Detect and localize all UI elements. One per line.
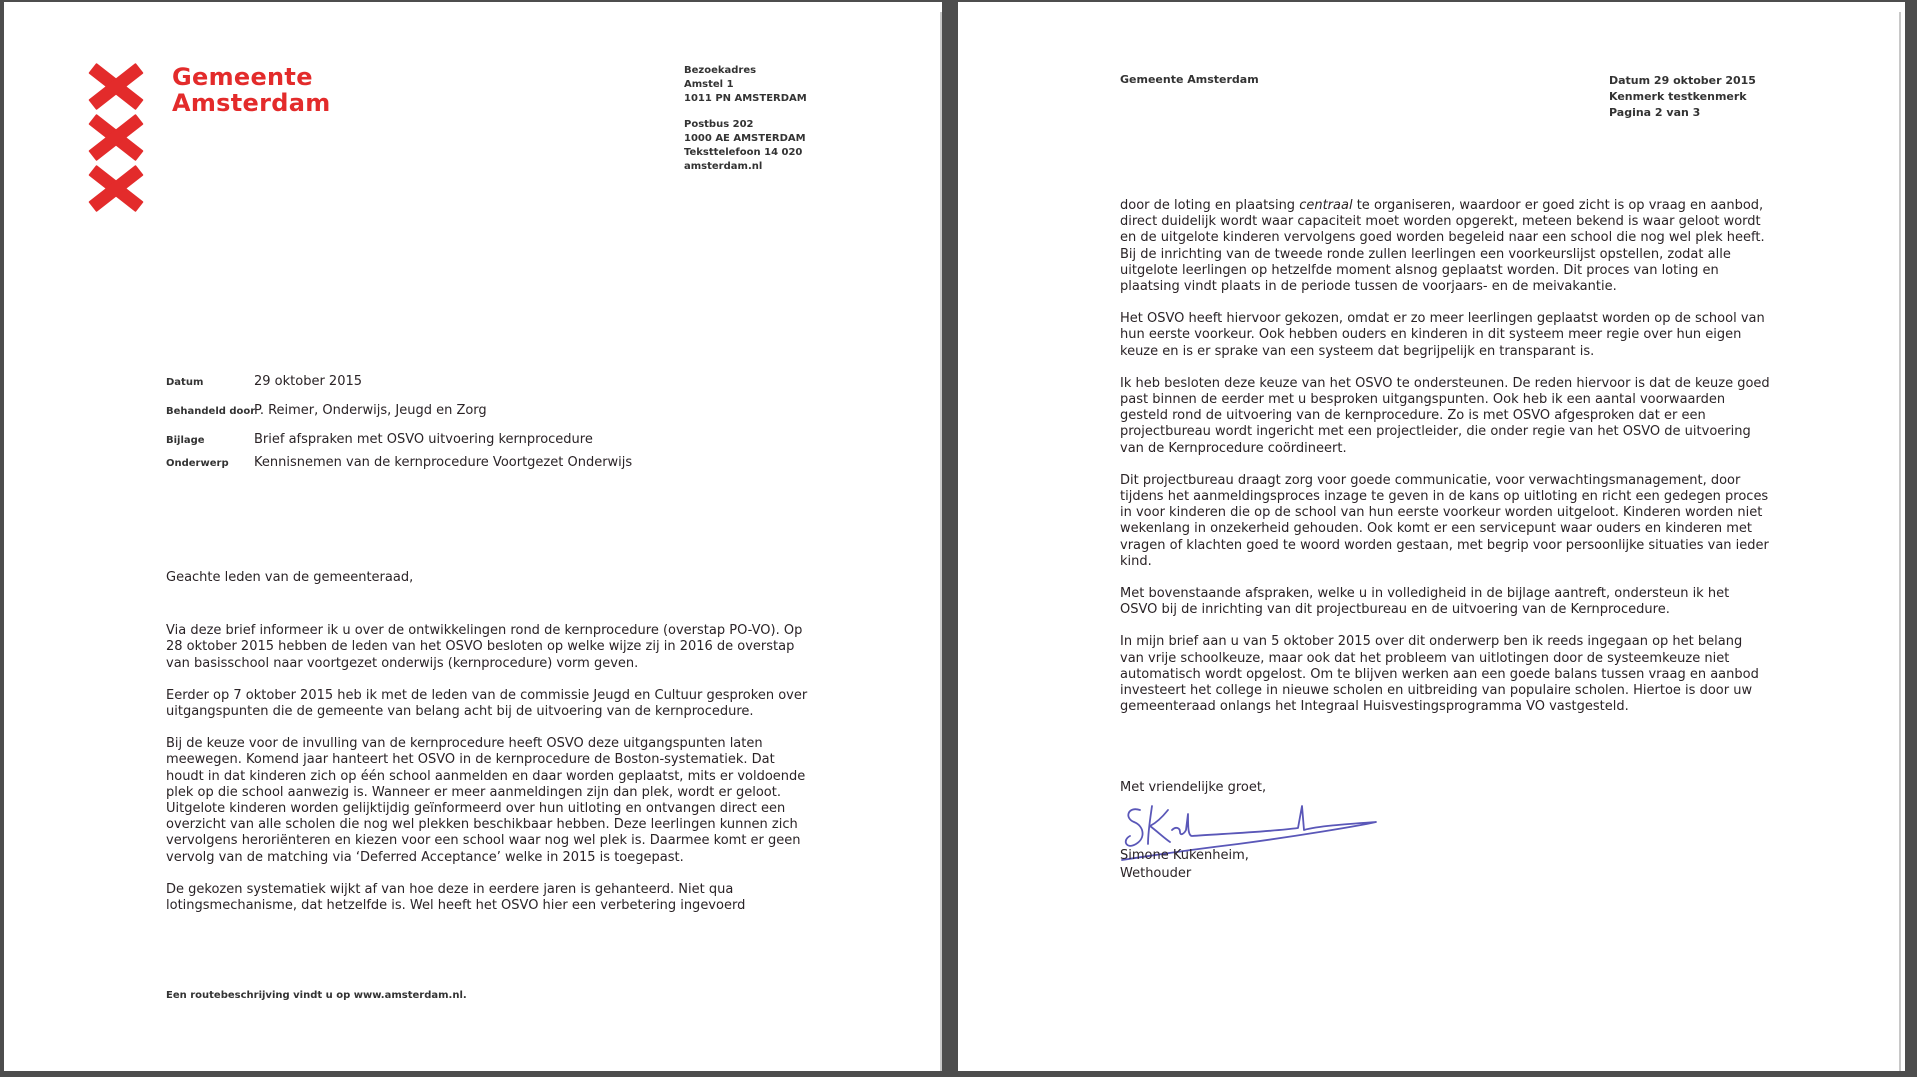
- logo-line-2: Amsterdam: [172, 89, 331, 117]
- paragraph: In mijn brief aan u van 5 oktober 2015 over dit onderwerp ben ik reeds ingegaan op het belang van vrije schoolkeuze, maar ook dat het probleem van uitlotingen door de systeemkeuze niet automatisch wordt opgelost. Om te blijven werken aan een goede balans tussen vraag en aanbod investeert het college in nieuwe scholen en uitbreiding van populaire scholen. Hiertoe is door uw gemeenteraad onlangs het Integraal Huisvestingsprogramma VO vastgesteld.: [1120, 634, 1759, 715]
- closing-greeting: Met vriendelijke groet,: [1120, 780, 1267, 795]
- text-phone: Teksttelefoon 14 020: [684, 147, 803, 158]
- text: te organiseren, waardoor er goed zicht is op vraag en aanbod, direct duidelijk wordt waar capaciteit moet worden opgerekt, meteen bekend is waar geloot wordt en de uitgelote kinderen vervolgens goed worden begeleid naar een school die nog wel plek heeft. Bij de inrichting van de tweede ronde zullen leerlingen een voorkeurslijst opstellen, zodat alle uitgelote leerlingen op hetzelfde moment alsnog geplaatst worden. Dit proces van loting en plaatsing vindt plaats in de periode tussen de voorjaars- en de meivakantie.: [1120, 198, 1765, 295]
- meta-label: Datum: [166, 377, 204, 388]
- text: door de loting en plaatsing: [1120, 198, 1300, 213]
- header-reference: Kenmerk testkenmerk: [1609, 90, 1747, 103]
- signer-title: Wethouder: [1120, 866, 1192, 881]
- gemeente-amsterdam-logo: [88, 64, 368, 214]
- signer-block: [1120, 847, 1249, 883]
- letter-page-1: [4, 2, 942, 1071]
- paragraph: De gekozen systematiek wijkt af van hoe deze in eerdere jaren is gehanteerd. Niet qua lotingsmechanisme, dat hetzelfde is. Wel heeft het OSVO hier een verbetering ingevoerd: [166, 881, 746, 914]
- paragraph: Het OSVO heeft hiervoor gekozen, omdat er zo meer leerlingen geplaatst worden op de school van hun eerste voorkeur. Ook hebben ouders en kinderen in dit systeem meer regie over hun eigen keuze en is er sprake van een systeem dat begrijpelijk en transparant is.: [1120, 311, 1765, 359]
- letter-page-2: [958, 2, 1905, 1071]
- visit-street: Amstel 1: [684, 79, 734, 90]
- header-date: Datum 29 oktober 2015: [1609, 74, 1756, 87]
- meta-value: Brief afspraken met OSVO uitvoering kernprocedure: [254, 432, 593, 447]
- paragraph: Via deze brief informeer ik u over de ontwikkelingen rond de kernprocedure (overstap PO-VO). Op 28 oktober 2015 hebben de leden van het OSVO besloten op welke wijze zij in 2016 de overstap van basisschool naar voortgezet onderwijs (kernprocedure) vorm geven.: [166, 623, 803, 671]
- page-edge: [940, 12, 942, 1071]
- website: amsterdam.nl: [684, 161, 763, 172]
- meta-value: P. Reimer, Onderwijs, Jeugd en Zorg: [254, 403, 487, 418]
- letter-body-page-1: [166, 570, 816, 930]
- header-page-number: Pagina 2 van 3: [1609, 106, 1701, 119]
- cross-icon: [88, 166, 144, 210]
- letter-meta: [166, 374, 632, 484]
- cross-icon: [88, 115, 144, 159]
- signer-name: Simone Kukenheim,: [1120, 848, 1249, 863]
- postal-city: 1000 AE AMSTERDAM: [684, 133, 806, 144]
- salutation: Geachte leden van de gemeenteraad,: [166, 570, 414, 585]
- meta-label: Bijlage: [166, 435, 205, 446]
- letter-body-page-2: [1120, 198, 1770, 731]
- address-block: [684, 64, 807, 174]
- visit-address-label: Bezoekadres: [684, 65, 757, 76]
- logo-text: [172, 64, 331, 116]
- paragraph: [1120, 198, 1770, 295]
- visit-city: 1011 PN AMSTERDAM: [684, 93, 807, 104]
- paragraph: Eerder op 7 oktober 2015 heb ik met de leden van de commissie Jeugd en Cultuur gesproken over uitgangspunten die de gemeente van belang acht bij de uitvoering van de kernprocedure.: [166, 687, 808, 720]
- meta-label: Onderwerp: [166, 458, 229, 469]
- meta-row-date: [166, 374, 632, 389]
- meta-value: Kennisnemen van de kernprocedure Voortgezet Onderwijs: [254, 455, 633, 470]
- meta-row-subject: [166, 455, 632, 470]
- header-meta: [1609, 73, 1756, 121]
- meta-value: 29 oktober 2015: [254, 374, 363, 389]
- paragraph: Bij de keuze voor de invulling van de kernprocedure heeft OSVO deze uitgangspunten laten meewegen. Komend jaar hanteert het OSVO in de kernprocedure de Boston-systematiek. Dat houdt in dat kinderen zich op één school aanmelden en daar worden geplaatst, mits er voldoende plek op die school aanwezig is. Wanneer er meer aanmeldingen zijn dan plek, wordt er geloot. Uitgelote kinderen worden gelijktijdig geïnformeerd over hun uitloting en ontvangen direct een overzicht van alle scholen die nog wel plekken beschikbaar hebben. Deze leerlingen kunnen zich vervolgens heroriënteren en kiezen voor een school waar nog wel plek is. Daarmee komt er geen vervolg van de matching via ‘Deferred Acceptance’ welke in 2015 is toegepast.: [166, 736, 806, 865]
- paragraph: Met bovenstaande afspraken, welke u in volledigheid in de bijlage aantreft, ondersteun ik het OSVO bij de inrichting van dit projectbureau en de uitvoering van de Kernprocedure.: [1120, 586, 1730, 618]
- emphasis: centraal: [1299, 198, 1353, 213]
- paragraph: Ik heb besloten deze keuze van het OSVO te ondersteunen. De reden hiervoor is dat de keuze goed past binnen de eerder met u besproken uitgangspunten. Ook heb ik een aantal voorwaarden gesteld rond de uitvoering van de kernprocedure. Zo is met OSVO afgesproken dat er een projectbureau wordt ingericht met een projectleider, die onder regie van het OSVO de uitvoering van de Kernprocedure coördineert.: [1120, 375, 1770, 456]
- header-org-name: Gemeente Amsterdam: [1120, 73, 1259, 86]
- meta-label: Behandeld door: [166, 406, 256, 417]
- page-edge: [1899, 12, 1901, 1071]
- paragraph: Dit projectbureau draagt zorg voor goede communicatie, voor verwachtingsmanagement, door tijdens het aanmeldingsproces inzage te geven in de kans op uitloting en richt een gedegen proces in voor kinderen die op de school van hun eerste voorkeur worden uitgeloot. Kinderen worden niet wekenlang in onzekerheid gehouden. Ook komt er een servicepunt waar ouders en kinderen met vragen of klachten goed te woord worden gestaan, met begrip voor persoonlijke situaties van ieder kind.: [1120, 472, 1769, 569]
- meta-row-attachment: [166, 432, 632, 447]
- meta-row-handled-by: [166, 403, 632, 418]
- postal-box: Postbus 202: [684, 119, 754, 130]
- cross-icon: [88, 64, 144, 108]
- logo-line-1: Gemeente: [172, 63, 313, 91]
- route-footer: Een routebeschrijving vindt u op www.amsterdam.nl.: [166, 990, 467, 1001]
